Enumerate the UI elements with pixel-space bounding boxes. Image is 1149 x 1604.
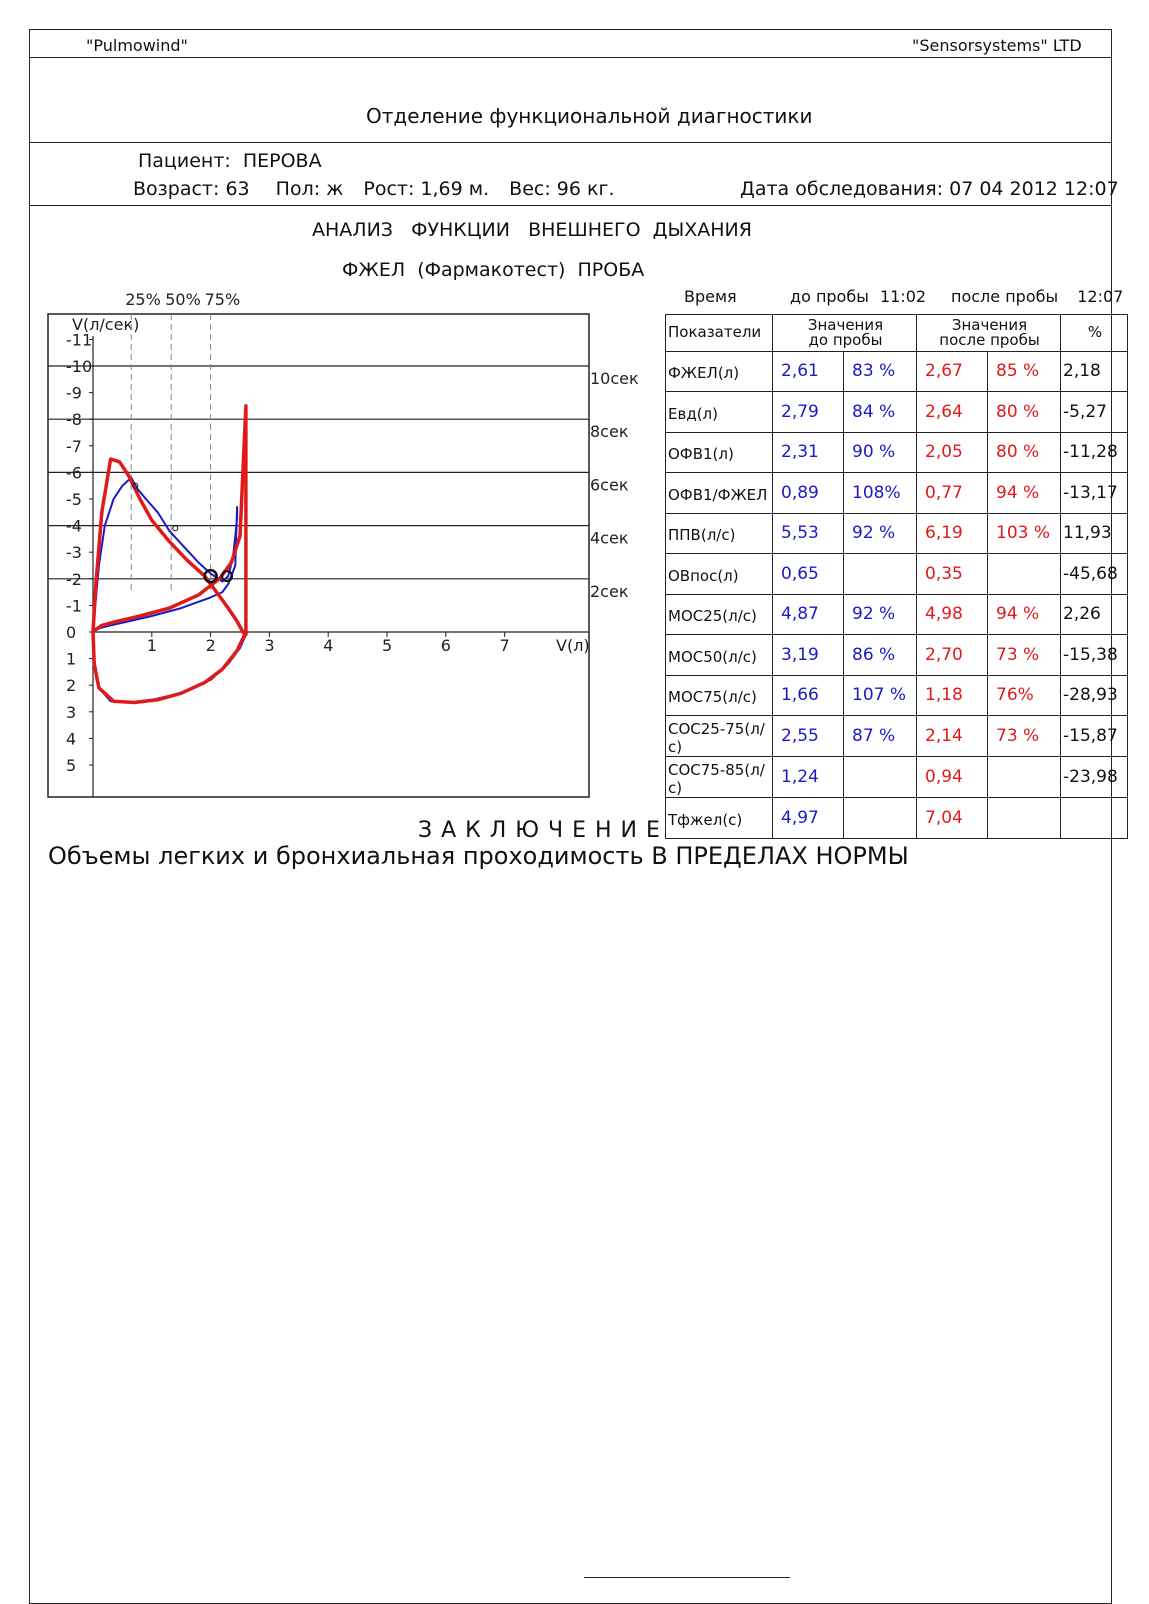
change-percent: 2,18 — [1061, 351, 1128, 392]
exam-date-value: 07 04 2012 12:07 — [949, 178, 1119, 200]
x-axis-label: V(л) — [556, 636, 590, 655]
change-percent: -15,87 — [1061, 716, 1128, 757]
weight-value: 96 кг. — [556, 178, 615, 200]
table-row — [666, 635, 1128, 676]
after-percent — [988, 798, 1061, 839]
table-row — [666, 594, 1128, 635]
before-value: 2,79 — [773, 392, 844, 433]
param-name: СОС75-85(л/с) — [666, 757, 773, 798]
after-value: 2,67 — [917, 351, 988, 392]
y-tick-label: -7 — [66, 436, 82, 456]
param-name: МОС25(л/с) — [666, 594, 773, 635]
before-percent: 84 % — [844, 392, 917, 433]
before-value: 3,19 — [773, 635, 844, 676]
time-label: 4сек — [590, 528, 629, 548]
conclusion-text: Объемы легких и бронхиальная проходимость В ПРЕДЕЛАХ НОРМЫ — [48, 842, 909, 870]
after-percent: 85 % — [988, 351, 1061, 392]
patient-name-label: Пациент: — [138, 150, 231, 172]
x-tick-label: 4 — [323, 636, 334, 655]
y-tick-label: -4 — [66, 516, 82, 536]
conclusion-title: З А К Л Ю Ч Е Н И Е — [418, 818, 661, 843]
table-row — [666, 716, 1128, 757]
before-value: 2,61 — [773, 351, 844, 392]
y-tick-label: -11 — [66, 330, 93, 350]
time-label: 2сек — [590, 581, 629, 601]
table-row — [666, 473, 1128, 514]
change-percent: -45,68 — [1061, 554, 1128, 595]
patient-name: ПЕРОВА — [242, 150, 322, 172]
y-tick-label: 4 — [66, 729, 77, 749]
patient-details-row — [133, 178, 615, 200]
y-tick-label: -5 — [66, 490, 82, 509]
before-value: 0,65 — [773, 554, 844, 595]
after-value: 2,14 — [917, 716, 988, 757]
department-title: Отделение функциональной диагностики — [366, 104, 813, 128]
param-name: ОФВ1/ФЖЕЛ — [666, 473, 773, 514]
y-tick-label: -1 — [66, 596, 82, 616]
after-percent: 94 % — [988, 473, 1061, 514]
after-value: 6,19 — [917, 513, 988, 554]
before-percent: 108% — [844, 473, 917, 514]
after-value: 2,05 — [917, 432, 988, 473]
before-percent: 86 % — [844, 635, 917, 676]
left-brand: "Pulmowind" — [86, 36, 188, 55]
param-name: ОФВ1(л) — [666, 432, 773, 473]
after-percent: 76% — [988, 675, 1061, 716]
y-tick-label: 2 — [66, 676, 77, 696]
before-value: 0,89 — [773, 473, 844, 514]
param-name: МОС75(л/с) — [666, 675, 773, 716]
after-percent: 103 % — [988, 513, 1061, 554]
signature-line — [584, 1577, 790, 1578]
after-value: 2,64 — [917, 392, 988, 433]
time-label: Время — [684, 287, 737, 306]
header-before: Значения до пробы — [773, 315, 917, 352]
test-title: ФЖЕЛ (Фармакотест) ПРОБА — [342, 259, 645, 281]
after-value: 0,35 — [917, 554, 988, 595]
department-divider — [29, 142, 1112, 143]
y-tick-label: -3 — [66, 543, 82, 563]
y-tick-label: -9 — [66, 383, 82, 403]
time-label: 6сек — [590, 475, 629, 495]
patient-name-row — [138, 150, 322, 172]
y-tick-label: -10 — [66, 357, 93, 376]
before-percent — [844, 798, 917, 839]
after-value: 0,94 — [917, 757, 988, 798]
param-name: МОС50(л/с) — [666, 635, 773, 676]
change-percent: -5,27 — [1061, 392, 1128, 433]
x-tick-label: 1 — [146, 636, 157, 655]
change-percent: -11,28 — [1061, 432, 1128, 473]
time-before-value: 11:02 — [879, 287, 927, 306]
before-percent — [844, 757, 917, 798]
main-title: АНАЛИЗ ФУНКЦИИ ВНЕШНЕГО ДЫХАНИЯ — [312, 219, 752, 241]
height-value: 1,69 м. — [420, 178, 490, 200]
change-percent: -28,93 — [1061, 675, 1128, 716]
before-value: 4,97 — [773, 798, 844, 839]
after-value: 7,04 — [917, 798, 988, 839]
age-value: 63 — [225, 178, 250, 200]
before-value: 4,87 — [773, 594, 844, 635]
after-percent: 73 % — [988, 635, 1061, 676]
before-value: 2,55 — [773, 716, 844, 757]
x-tick-label: 5 — [382, 636, 393, 655]
sex-label: Пол: — [275, 178, 321, 200]
series-line-after — [93, 406, 246, 703]
param-name: СОС25-75(л/с) — [666, 716, 773, 757]
after-value: 1,18 — [917, 675, 988, 716]
age-label: Возраст: — [133, 178, 220, 200]
x-tick-label: 3 — [264, 636, 275, 655]
y-axis-label: V(л/сек) — [72, 315, 140, 334]
after-percent: 80 % — [988, 392, 1061, 433]
change-percent: 11,93 — [1061, 513, 1128, 554]
chart-frame — [48, 314, 589, 797]
change-percent: -13,17 — [1061, 473, 1128, 514]
y-tick-label: 5 — [66, 756, 77, 775]
header-percent: % — [1061, 315, 1128, 352]
change-percent: -15,38 — [1061, 635, 1128, 676]
y-tick-label: 0 — [66, 623, 77, 642]
y-tick-label: -8 — [66, 410, 82, 430]
percent-label: 75% — [204, 290, 241, 309]
table-row — [666, 351, 1128, 392]
height-label: Рост: — [363, 178, 415, 200]
time-label: 10сек — [590, 369, 639, 388]
after-percent: 94 % — [988, 594, 1061, 635]
y-tick-label: -2 — [66, 569, 82, 589]
after-percent: 73 % — [988, 716, 1061, 757]
param-name: ОВпос(л) — [666, 554, 773, 595]
time-before — [790, 287, 926, 306]
patient-divider — [29, 205, 1112, 206]
change-percent: 2,26 — [1061, 594, 1128, 635]
table-row — [666, 392, 1128, 433]
before-percent: 92 % — [844, 594, 917, 635]
x-tick-label: 2 — [205, 636, 216, 655]
change-percent: -23,98 — [1061, 757, 1128, 798]
sex-value: ж — [326, 178, 344, 200]
header-param: Показатели — [666, 315, 773, 352]
table-row — [666, 757, 1128, 798]
before-percent: 92 % — [844, 513, 917, 554]
before-percent: 107 % — [844, 675, 917, 716]
time-after — [951, 287, 1123, 306]
after-value: 2,70 — [917, 635, 988, 676]
exam-date-row — [740, 178, 1119, 200]
time-before-label: до пробы — [790, 287, 869, 306]
weight-label: Вес: — [509, 178, 551, 200]
param-name: Евд(л) — [666, 392, 773, 433]
before-percent: 83 % — [844, 351, 917, 392]
before-value: 1,24 — [773, 757, 844, 798]
after-value: 4,98 — [917, 594, 988, 635]
right-brand: "Sensorsystems" LTD — [912, 36, 1082, 55]
table-row — [666, 798, 1128, 839]
param-name: ФЖЕЛ(л) — [666, 351, 773, 392]
before-percent — [844, 554, 917, 595]
x-tick-label: 7 — [499, 636, 510, 655]
before-percent: 90 % — [844, 432, 917, 473]
after-value: 0,77 — [917, 473, 988, 514]
table-row — [666, 675, 1128, 716]
after-percent — [988, 554, 1061, 595]
before-value: 5,53 — [773, 513, 844, 554]
table-header-row — [666, 315, 1128, 352]
param-name: Тфжел(с) — [666, 798, 773, 839]
after-percent — [988, 757, 1061, 798]
time-label: 8сек — [590, 422, 629, 442]
header-after: Значения после пробы — [917, 315, 1061, 352]
table-row — [666, 432, 1128, 473]
table-row — [666, 554, 1128, 595]
before-value: 1,66 — [773, 675, 844, 716]
change-percent — [1061, 798, 1128, 839]
time-after-label: после пробы — [951, 287, 1059, 306]
percent-label: 50% — [165, 290, 201, 309]
y-tick-label: -6 — [66, 463, 82, 483]
exam-date-label: Дата обследования: — [740, 178, 944, 200]
flow-volume-chart — [40, 290, 650, 805]
param-name: ППВ(л/с) — [666, 513, 773, 554]
parameters-table — [665, 314, 1128, 839]
percent-label: 25% — [125, 290, 161, 309]
before-percent: 87 % — [844, 716, 917, 757]
after-percent: 80 % — [988, 432, 1061, 473]
y-tick-label: 1 — [66, 649, 77, 669]
x-tick-label: 6 — [440, 636, 451, 655]
y-tick-label: 3 — [66, 702, 77, 722]
marker-small — [173, 526, 178, 531]
header-divider — [29, 57, 1112, 58]
table-row — [666, 513, 1128, 554]
time-after-value: 12:07 — [1077, 287, 1124, 306]
before-value: 2,31 — [773, 432, 844, 473]
